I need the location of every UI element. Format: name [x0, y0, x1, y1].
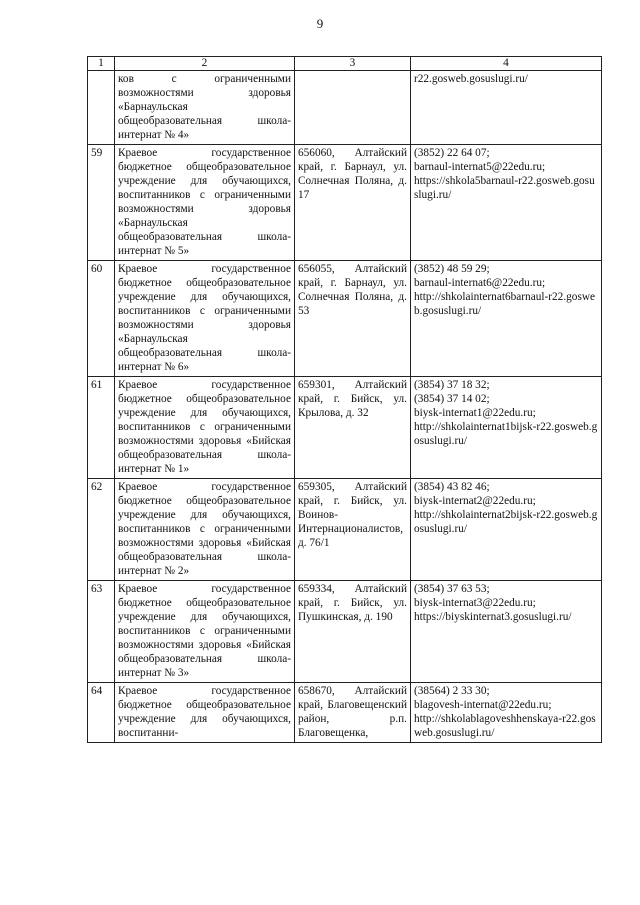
contact-line: https://biyskinternat3.gosuslugi.ru/ — [414, 611, 572, 623]
contact-line: biysk-internat2@22edu.ru; — [414, 495, 536, 507]
table-row — [88, 145, 602, 261]
row-number: 62 — [88, 479, 115, 581]
institution-contacts — [411, 71, 602, 145]
institution-address — [295, 71, 411, 145]
table-row — [88, 377, 602, 479]
contact-line: (3854) 37 18 32; — [414, 379, 490, 391]
contact-line: blagovesh-internat@22edu.ru; — [414, 699, 552, 711]
contact-line: (3854) 43 82 46; — [414, 481, 490, 493]
column-header: 4 — [411, 57, 602, 71]
institution-contacts — [411, 145, 602, 261]
institution-contacts — [411, 479, 602, 581]
row-number — [88, 71, 115, 145]
institution-address: 658670, Алтайский край, Благовещенский район, р.п. Благовещенка, — [295, 683, 411, 743]
contact-line: http://shkolainternat6barnaul-r22.gosweb.gosuslugi.ru/ — [414, 291, 596, 317]
institution-address: 656055, Алтайский край, г. Барнаул, ул. Солнечная Поляна, д. 53 — [295, 261, 411, 377]
contact-line: biysk-internat1@22edu.ru; — [414, 407, 536, 419]
contact-line: barnaul-internat5@22edu.ru; — [414, 161, 546, 173]
institution-contacts — [411, 261, 602, 377]
contact-line: (3852) 48 59 29; — [414, 263, 490, 275]
institution-contacts — [411, 377, 602, 479]
institution-name: Краевое государственное бюджетное общеобразовательное учреждение для обучающихся, воспитанников с ограниченными возможностями здоровья «Барнаульская общеобразовательная школа-интернат № 6» — [115, 261, 295, 377]
row-number: 59 — [88, 145, 115, 261]
row-number: 61 — [88, 377, 115, 479]
contact-line: (3852) 22 64 07; — [414, 147, 490, 159]
contact-line: http://shkolainternat2bijsk-r22.gosweb.gosuslugi.ru/ — [414, 509, 598, 535]
contact-line: (38564) 2 33 30; — [414, 685, 490, 697]
page-number: 9 — [316, 16, 324, 31]
institution-contacts — [411, 683, 602, 743]
institution-address: 659334, Алтайский край, г. Бийск, ул. Пушкинская, д. 190 — [295, 581, 411, 683]
table-header-row — [88, 57, 602, 71]
contact-line: (3854) 37 14 02; — [414, 393, 490, 405]
table-row — [88, 479, 602, 581]
contact-line: barnaul-internat6@22edu.ru; — [414, 277, 546, 289]
table-row — [88, 261, 602, 377]
institution-address: 659305, Алтайский край, г. Бийск, ул. Воинов-Интернационалистов, д. 76/1 — [295, 479, 411, 581]
institution-name: Краевое государственное бюджетное общеобразовательное учреждение для обучающихся, воспитанников с ограниченными возможностями здоровья «Бийская общеобразовательная школа-интернат № 2» — [115, 479, 295, 581]
table-row — [88, 71, 602, 145]
institution-name: ков с ограниченными возможностями здоровья «Барнаульская общеобразовательная школа-интернат № 4» — [115, 71, 295, 145]
institution-contacts — [411, 581, 602, 683]
column-header: 1 — [88, 57, 115, 71]
contact-line: (3854) 37 63 53; — [414, 583, 490, 595]
column-header: 2 — [115, 57, 295, 71]
institution-name: Краевое государственное бюджетное общеобразовательное учреждение для обучающихся, воспитанни- — [115, 683, 295, 743]
row-number: 64 — [88, 683, 115, 743]
table-row — [88, 683, 602, 743]
institution-name: Краевое государственное бюджетное общеобразовательное учреждение для обучающихся, воспитанников с ограниченными возможностями здоровья «Барнаульская общеобразовательная школа-интернат № 5» — [115, 145, 295, 261]
contact-line: http://shkolablagoveshhenskaya-r22.gosweb.gosuslugi.ru/ — [414, 713, 596, 739]
institution-name: Краевое государственное бюджетное общеобразовательное учреждение для обучающихся, воспитанников с ограниченными возможностями здоровья «Бийская общеобразовательная школа-интернат № 3» — [115, 581, 295, 683]
column-header: 3 — [295, 57, 411, 71]
row-number: 63 — [88, 581, 115, 683]
contact-line: biysk-internat3@22edu.ru; — [414, 597, 536, 609]
contact-line: https://shkola5barnaul-r22.gosweb.gosuslugi.ru/ — [414, 175, 595, 201]
institution-name: Краевое государственное бюджетное общеобразовательное учреждение для обучающихся, воспитанников с ограниченными возможностями здоровья «Бийская общеобразовательная школа-интернат № 1» — [115, 377, 295, 479]
institution-address: 659301, Алтайский край, г. Бийск, ул. Крылова, д. 32 — [295, 377, 411, 479]
row-number: 60 — [88, 261, 115, 377]
contact-line: http://shkolainternat1bijsk-r22.gosweb.gosuslugi.ru/ — [414, 421, 598, 447]
table-row — [88, 581, 602, 683]
institutions-table — [87, 56, 602, 743]
institution-address: 656060, Алтайский край, г. Барнаул, ул. Солнечная Поляна, д. 17 — [295, 145, 411, 261]
contact-line: r22.gosweb.gosuslugi.ru/ — [414, 73, 528, 85]
